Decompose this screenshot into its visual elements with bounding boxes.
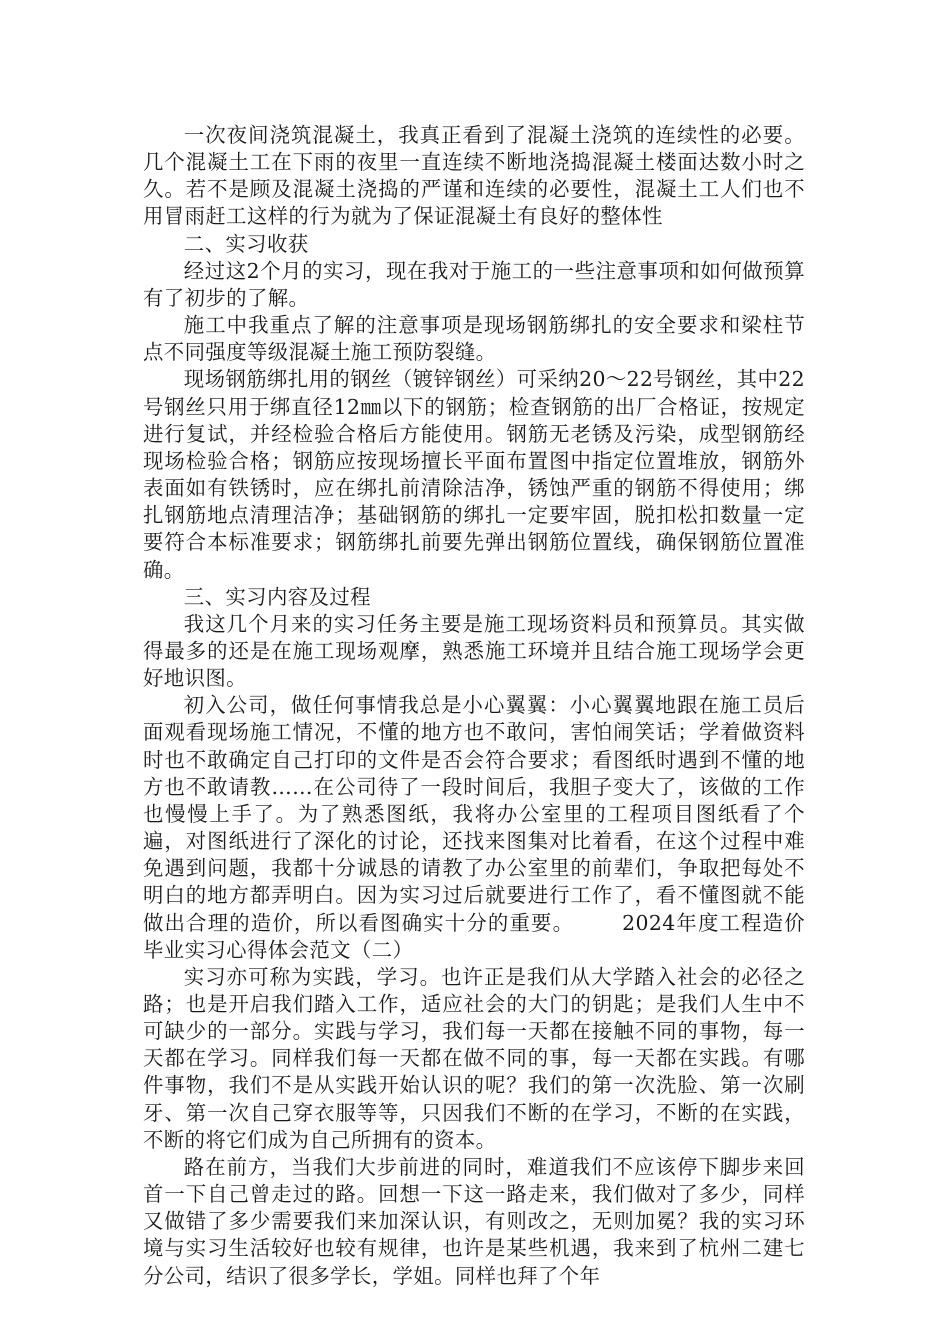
paragraph-text: 初入公司，做任何事情我总是小心翼翼：小心翼翼地跟在施工员后面观看现场施工情况，不懂的地方也不敢问，害怕闹笑话；学着做资料时也不敢确定自己打印的文件是否会符合要求；看图纸时遇到不懂的地方也不敢请教……在公司待了一段时间后，我胆子变大了，该做的工作也慢慢上手了。为了熟悉图纸，我将办公室里的工程项目图纸看了个遍，对图纸进行了深化的讨论，还找来图集对比着看，在这个过程中难免遇到问题，我都十分诚恳的请教了办公室里的前辈们，争取把每处不明白的地方都弄明白。因为实习过后就要进行工作了，看不懂图就不能做出合理的造价，所以看图确实十分的重要。 <box>143 693 805 935</box>
paragraph: 施工中我重点了解的注意事项是现场钢筋绑扎的安全要求和梁柱节点不同强度等级混凝土施工预防裂缝。 <box>143 313 805 365</box>
section-heading: 三、实习内容及过程 <box>183 584 371 609</box>
paragraph: 现场钢筋绑扎用的钢丝（镀锌钢丝）可采纳20～22号钢丝，其中22号钢丝只用于绑直径12㎜以下的钢筋；检查钢筋的出厂合格证，按规定进行复试，并经检验合格后方能使用。钢筋无老锈及污染，成型钢筋经现场检验合格；钢筋应按现场擅长平面布置图中指定位置堆放，钢筋外表面如有铁锈时，应在绑扎前清除洁净，锈蚀严重的钢筋不得使用；绑扎钢筋地点清理洁净；基础钢筋的绑扎一定要牢固，脱扣松扣数量一定要符合本标准要求；钢筋绑扎前要先弹出钢筋位置线，确保钢筋位置准确。 <box>143 367 805 582</box>
section-heading: 二、实习收获 <box>183 231 309 256</box>
paragraph: 我这几个月来的实习任务主要是施工现场资料员和预算员。其实做得最多的还是在施工现场观摩，熟悉施工环境并且结合施工现场学会更好地识图。 <box>143 611 805 691</box>
paragraph: 经过这2个月的实习，现在我对于施工的一些注意事项和如何做预算有了初步的了解。 <box>143 258 805 310</box>
paragraph: 一次夜间浇筑混凝土，我真正看到了混凝土浇筑的连续性的必要。几个混凝土工在下雨的夜里一直连续不断地浇捣混凝土楼面达数小时之久。若不是顾及混凝土浇捣的严谨和连续的必要性，混凝土工人们也不用冒雨赶工这样的行为就为了保证混凝土有良好的整体性 <box>143 123 805 229</box>
document-body <box>143 122 805 1290</box>
paragraph <box>143 692 805 964</box>
paragraph: 实习亦可称为实践，学习。也许正是我们从大学踏入社会的必径之路；也是开启我们踏入工作，适应社会的大门的钥匙；是我们人生中不可缺少的一部分。实践与学习，我们每一天都在接触不同的事物，每一天都在学习。同样我们每一天都在做不同的事，每一天都在实践。有哪件事物，我们不是从实践开始认识的呢？我们的第一次洗脸、第一次刷牙、第一次自己穿衣服等等，只因我们不断的在学习，不断的在实践，不断的将它们成为自己所拥有的资本。 <box>143 964 805 1152</box>
paragraph: 路在前方，当我们大步前进的同时，难道我们不应该停下脚步来回首一下自己曾走过的路。回想一下这一路走来，我们做对了多少，同样又做错了多少需要我们来加深认识，有则改之，无则加冕？我的实习环境与实习生活较好也较有规律，也许是某些机遇，我来到了杭州二建七分公司，结识了很多学长，学姐。同样也拜了个年 <box>143 1154 805 1288</box>
document-section-title: 2024年度工程造价毕业实习心得体会范文（二） <box>143 910 805 962</box>
